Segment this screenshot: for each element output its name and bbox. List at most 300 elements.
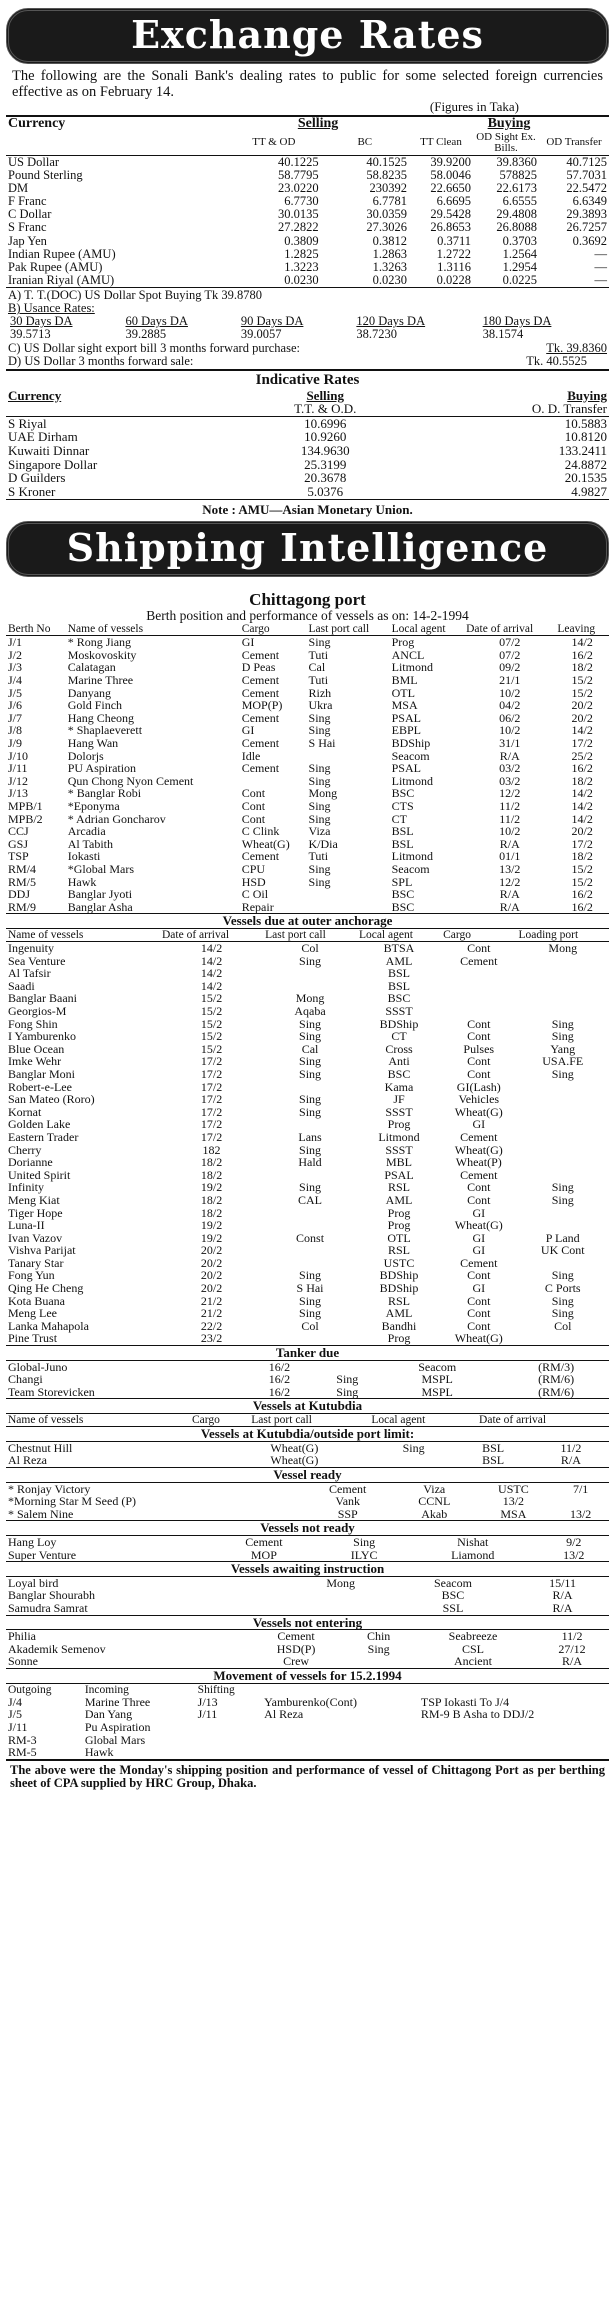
not-entering-row-cell: 27/12 <box>558 1641 586 1656</box>
outer-row-cell: Prog <box>387 1117 411 1132</box>
outer-row-cell: Cement <box>460 1129 498 1144</box>
exchange-row-cell: 6.6555 <box>502 194 537 209</box>
outer-row-cell: BDShip <box>379 1281 419 1296</box>
outer-row-cell <box>516 1106 609 1119</box>
outer-row-cell: UK Cont <box>540 1243 585 1258</box>
not-ready-row <box>6 1549 609 1562</box>
outer-row-cell: Banglar Moni <box>8 1066 75 1081</box>
outer-row-cell: GI <box>472 1205 486 1220</box>
berth-row-cell: J/7 <box>8 710 23 725</box>
exchange-row-cell: 23.0220 <box>277 181 319 196</box>
outer-row-cell: BDShip <box>379 1268 419 1283</box>
indicative-row-cell: 4.9827 <box>571 484 607 500</box>
port-title: Chittagong port <box>249 590 366 610</box>
outer-row-cell: 20/2 <box>200 1255 223 1270</box>
ready-row <box>6 1495 609 1508</box>
forward-sale-value: Tk. 40.5525 <box>526 353 587 368</box>
exchange-row-cell: 29.5428 <box>430 207 471 222</box>
exchange-row-cell: 1.3263 <box>372 259 407 274</box>
outside-row-cell: BSL <box>482 1453 505 1468</box>
berth-row-cell: 16/2 <box>571 647 593 662</box>
outer-header-cell: Loading port <box>518 928 579 941</box>
outer-row <box>6 1131 609 1144</box>
outer-row-cell: Sea Venture <box>8 953 66 968</box>
outer-row-cell <box>441 980 516 993</box>
berth-row-cell: PSAL <box>391 761 421 776</box>
berth-row-cell: 20/2 <box>571 824 593 839</box>
outer-row-cell: Kama <box>384 1079 414 1094</box>
exchange-row-cell: 6.6695 <box>436 194 471 209</box>
exchange-table <box>6 115 609 287</box>
berth-row-cell: Sing <box>308 874 331 889</box>
berth-row-cell: 15/2 <box>571 861 593 876</box>
outer-row-cell: JF <box>393 1092 405 1107</box>
berth-row-cell: 17/2 <box>571 736 593 751</box>
outer-row-cell: Al Tafsir <box>8 966 51 981</box>
tanker-row-cell: (RM/6) <box>538 1384 575 1399</box>
movement-row-cell <box>262 1721 419 1734</box>
outer-row-cell: Cont <box>467 1306 491 1321</box>
indicative-row-cell: S Riyal <box>8 415 47 431</box>
outer-row-cell: 21/2 <box>200 1293 223 1308</box>
exchange-row-cell: US Dollar <box>8 154 60 169</box>
outer-row-cell: Col <box>301 1318 319 1333</box>
outer-row-cell: United Spirit <box>8 1167 71 1182</box>
berth-row-cell: Mong <box>308 786 338 801</box>
berth-row-cell: Cement <box>241 761 280 776</box>
movement-row-cell: Pu Aspiration <box>84 1719 151 1734</box>
movement-row-cell: Yamburenko(Cont) <box>264 1694 357 1709</box>
berth-row-cell: 11/2 <box>499 798 521 813</box>
tanker-row-cell: Seacom <box>418 1359 457 1374</box>
od-transfer-header: OD Transfer <box>546 136 602 149</box>
ready-row-cell: 7/1 <box>572 1481 589 1496</box>
outer-row-cell: SSST <box>385 1004 413 1018</box>
berth-row-cell: 09/2 <box>499 660 521 675</box>
berth-row-cell: BML <box>391 673 418 688</box>
outer-row <box>6 1244 609 1257</box>
usance-value-cell: 39.5713 <box>10 327 51 342</box>
outside-table <box>6 1442 609 1467</box>
berth-row-cell: 17/2 <box>571 836 593 851</box>
outer-row-cell: BSC <box>387 1066 411 1081</box>
outer-row-cell: 18/2 <box>200 1205 223 1220</box>
outer-row-cell: GI <box>472 1117 486 1132</box>
berth-row-cell: MOP(P) <box>241 698 283 713</box>
tanker-row-cell: Changi <box>8 1372 43 1387</box>
outer-row-cell: Fong Shin <box>8 1016 58 1031</box>
outer-row-cell: Cement <box>460 1255 498 1270</box>
berth-row-cell: Seacom <box>391 861 430 876</box>
berth-row-cell: * Banglar Robi <box>67 786 142 801</box>
exchange-row-cell: Pak Rupee (AMU) <box>8 259 103 274</box>
not-ready-row-cell: 13/2 <box>563 1547 585 1562</box>
sight-export-label: C) US Dollar sight export bill 3 months forward purchase: <box>8 340 300 355</box>
outer-row-cell <box>441 992 516 1005</box>
berth-row <box>6 888 609 901</box>
outer-row-cell: Golden Lake <box>8 1117 71 1132</box>
berth-row-cell: Sing <box>308 710 331 725</box>
not-entering-row-cell: Cement <box>277 1629 315 1644</box>
berth-row <box>6 800 609 813</box>
movement-header-cell: Incoming <box>84 1683 129 1696</box>
exchange-row-cell: 26.8088 <box>496 220 537 235</box>
berth-row-cell: S Hai <box>308 736 336 751</box>
berth-row <box>6 636 609 649</box>
outer-row-cell: Vehicles <box>458 1092 500 1107</box>
berth-row-cell: Cont <box>241 798 266 813</box>
shipping-banner: Shipping Intelligence <box>6 521 609 577</box>
exchange-row-cell: 58.7795 <box>277 167 319 182</box>
outer-row-cell: Sing <box>299 953 322 968</box>
outer-row <box>6 1068 609 1081</box>
berth-row-cell: ANCL <box>391 647 425 662</box>
outer-row <box>6 1005 609 1018</box>
outer-row-cell: BSC <box>387 991 411 1006</box>
exchange-row-cell: 0.0228 <box>436 272 471 287</box>
outer-row-cell <box>516 1005 609 1018</box>
outer-header-cell: Cargo <box>443 928 471 941</box>
outer-row-cell: Cont <box>467 1192 491 1207</box>
outer-row <box>6 1093 609 1106</box>
outer-row-cell: Cement <box>460 953 498 968</box>
movement-header <box>6 1684 609 1696</box>
exchange-row <box>6 235 609 248</box>
movement-row-cell <box>419 1734 609 1747</box>
berth-row-cell: Sing <box>308 861 331 876</box>
kutubdia-header-cell: Date of arrival <box>479 1414 547 1427</box>
berth-row-cell: GI <box>241 723 255 738</box>
outer-row-cell: SSST <box>385 1142 413 1157</box>
exchange-row-cell: Iranian Riyal (AMU) <box>8 272 115 287</box>
port-subtitle: Berth position and performance of vessels as on: 14-2-1994 <box>146 608 469 624</box>
berth-row-cell: Cont <box>241 811 266 826</box>
not-ready-row-cell: Nishat <box>457 1535 489 1550</box>
movement-row-cell <box>196 1746 263 1759</box>
not-ready-row-cell: ILYC <box>350 1547 378 1562</box>
outer-row <box>6 1282 609 1295</box>
outer-header-cell: Date of arrival <box>162 928 230 941</box>
outer-row-cell <box>263 1219 357 1232</box>
outer-row-cell: Cement <box>460 1167 498 1182</box>
awaiting-row <box>6 1589 609 1602</box>
berth-row-cell: Cement <box>241 710 280 725</box>
movement-row-cell: Dan Yang <box>84 1707 133 1722</box>
outer-row-cell: Sing <box>551 1180 574 1195</box>
ready-row-cell: CCNL <box>418 1494 451 1509</box>
outer-row-cell: Georgios-M <box>8 1004 67 1018</box>
outer-row-cell: 15/2 <box>200 1016 223 1031</box>
tanker-row <box>6 1386 609 1399</box>
berth-header-cell: Cargo <box>241 623 270 636</box>
exchange-row-cell: 26.7257 <box>566 220 607 235</box>
exchange-row-cell: 30.0135 <box>277 207 319 222</box>
sight-export-value: Tk. 39.8360 <box>546 340 607 355</box>
exchange-row-cell: — <box>594 272 607 287</box>
berth-row-cell: Idle <box>241 748 261 763</box>
movement-row-cell: Global Mars <box>84 1732 146 1747</box>
awaiting-row-cell: Loyal bird <box>8 1575 59 1590</box>
indicative-row-cell: Singapore Dollar <box>8 456 98 472</box>
outer-row-cell: Cont <box>467 1029 491 1044</box>
not-ready-row-cell: Liamond <box>451 1547 495 1562</box>
outer-row-cell: 18/2 <box>200 1167 223 1182</box>
berth-row-cell: 13/2 <box>499 861 521 876</box>
indicative-row <box>6 444 609 458</box>
tanker-due-title: Tanker due <box>6 1345 609 1361</box>
outer-row-cell: 14/2 <box>200 941 223 956</box>
kutubdia-header-cell: Local agent <box>371 1414 426 1427</box>
not-entering-row <box>6 1655 609 1668</box>
outer-row-cell: RSL <box>388 1293 411 1308</box>
movement-row-cell: J/11 <box>197 1707 218 1722</box>
exchange-intro: The following are the Sonali Bank's dealing rates to public for some selected foreign currencies effective as on February 14. <box>12 67 603 101</box>
exchange-row-cell: Pound Sterling <box>8 167 83 182</box>
berth-row-cell: CTS <box>391 798 414 813</box>
outer-row-cell: Wheat(G) <box>454 1104 503 1119</box>
not-entering-row-cell: Akademik Semenov <box>8 1641 106 1656</box>
usance-label-cell: 30 Days DA <box>10 314 73 329</box>
ready-row-cell <box>552 1495 609 1508</box>
berth-row-cell: 15/2 <box>571 874 593 889</box>
outer-row-cell: Eastern Trader <box>8 1129 79 1144</box>
movement-row <box>6 1746 609 1759</box>
outer-row-cell: San Mateo (Roro) <box>8 1092 95 1107</box>
awaiting-row-cell <box>292 1602 390 1615</box>
berth-row-cell: R/A <box>499 899 520 914</box>
outer-row-cell: 19/2 <box>200 1218 223 1233</box>
outer-row-cell: GI <box>472 1281 486 1296</box>
movement-row-cell: J/11 <box>8 1719 28 1734</box>
extra-rates <box>6 287 609 369</box>
berth-row-cell: RM/4 <box>8 861 37 876</box>
berth-row-cell: J/12 <box>8 773 29 788</box>
awaiting-row-cell <box>280 1602 292 1615</box>
exchange-row-cell: F Franc <box>8 194 47 209</box>
outer-row-cell: 15/2 <box>200 1041 223 1056</box>
outer-anchorage-table <box>6 929 609 1345</box>
outer-row-cell: 15/2 <box>200 1004 223 1018</box>
kutubdia-table <box>6 1414 609 1426</box>
outer-row-cell: Wheat(G) <box>454 1331 503 1346</box>
exchange-row-cell: 27.2822 <box>277 220 319 235</box>
indicative-row-cell: 134.9630 <box>300 443 350 459</box>
not-entering-row-cell <box>346 1655 410 1668</box>
indicative-row <box>6 458 609 472</box>
berth-row-cell: MPB/2 <box>8 811 43 826</box>
berth-row-cell: BDShip <box>391 736 431 751</box>
outer-row-cell <box>516 1144 609 1157</box>
berth-row-cell: MPB/1 <box>8 798 43 813</box>
berth-row-cell: J/4 <box>8 673 23 688</box>
exchange-row-cell: 57.7031 <box>566 167 607 182</box>
outer-row <box>6 1232 609 1245</box>
berth-row-cell: Viza <box>308 824 331 839</box>
outer-row-cell: 15/2 <box>200 1029 223 1044</box>
outer-anchorage-title: Vessels due at outer anchorage <box>6 913 609 929</box>
outer-row-cell: Bandhi <box>381 1318 417 1333</box>
outer-row-cell <box>516 1131 609 1144</box>
buying-header: Buying <box>487 116 531 131</box>
outer-row <box>6 955 609 968</box>
usance-label-cell: 180 Days DA <box>482 314 552 329</box>
not-entering-row-cell: R/A <box>562 1654 583 1669</box>
movement-row-cell: J/13 <box>197 1694 218 1709</box>
outer-row-cell <box>516 1207 609 1220</box>
outer-row-cell: Hald <box>298 1155 322 1170</box>
exchange-row-cell: 58.8235 <box>366 167 407 182</box>
berth-row <box>6 699 609 712</box>
outer-row <box>6 1320 609 1333</box>
exchange-row <box>6 248 609 261</box>
berth-row-cell: Cement <box>241 685 280 700</box>
outer-row-cell: Col <box>301 941 319 956</box>
outer-row-cell: 17/2 <box>200 1066 223 1081</box>
exchange-row-cell: 578825 <box>499 167 537 182</box>
outer-row-cell: BDShip <box>379 1016 419 1031</box>
tanker-table <box>6 1361 609 1399</box>
exchange-row-cell: 26.8653 <box>430 220 471 235</box>
berth-row-cell: Iokasti <box>67 849 101 864</box>
outer-row-cell: Lans <box>298 1129 322 1144</box>
berth-header <box>6 623 609 636</box>
outer-row-cell <box>516 1093 609 1106</box>
berth-row-cell: 20/2 <box>571 710 593 725</box>
not-ready-title: Vessels not ready <box>6 1520 609 1536</box>
movement-row-cell <box>419 1746 609 1759</box>
indicative-row-cell: 5.0376 <box>307 484 344 500</box>
outer-row-cell: 17/2 <box>200 1129 223 1144</box>
ready-row <box>6 1508 609 1521</box>
not-ready-row-cell: MOP <box>250 1547 277 1562</box>
exchange-row-cell: 6.7781 <box>372 194 407 209</box>
outer-row-cell: BSL <box>388 978 411 993</box>
outer-row-cell <box>516 1081 609 1094</box>
tanker-row-cell <box>493 1386 504 1399</box>
berth-row-cell: 04/2 <box>499 698 521 713</box>
not-entering-row-cell: Seabreeze <box>448 1629 498 1644</box>
berth-row-cell: PSAL <box>391 710 421 725</box>
tanker-row-cell: (RM/6) <box>538 1372 575 1387</box>
berth-row <box>6 825 609 838</box>
exchange-row-cell: 0.3711 <box>437 233 471 248</box>
outer-row-cell: 20/2 <box>200 1268 223 1283</box>
outer-row-cell: Cal <box>301 1041 319 1056</box>
berth-row-cell: Danyang <box>67 685 112 700</box>
indicative-row-cell: S Kroner <box>8 484 56 500</box>
berth-row-cell: J/8 <box>8 723 23 738</box>
outer-row-cell: Meng Lee <box>8 1306 57 1321</box>
indicative-row-cell: D Guilders <box>8 470 66 486</box>
berth-row-cell: Calatagan <box>67 660 116 675</box>
exchange-row-cell: 1.2564 <box>502 246 537 261</box>
berth-row-cell: 20/2 <box>571 698 593 713</box>
outside-row-cell: Al Reza <box>8 1453 47 1468</box>
ready-row-cell: Cement <box>329 1481 367 1496</box>
exchange-row-cell: 29.3893 <box>566 207 607 222</box>
exchange-row-cell: 1.2863 <box>372 246 407 261</box>
berth-row-cell: 16/2 <box>571 761 593 776</box>
exchange-row-cell: 0.3703 <box>502 233 537 248</box>
berth-row-cell: Moskovoskity <box>67 647 137 662</box>
ready-row-cell: 13/2 <box>502 1494 525 1509</box>
berth-row-cell: Dolorjs <box>67 748 104 763</box>
outer-row <box>6 1156 609 1169</box>
exchange-row-cell: — <box>594 259 607 274</box>
berth-row-cell: 31/1 <box>499 736 521 751</box>
outer-row-cell: 21/2 <box>200 1306 223 1321</box>
outer-row-cell: 18/2 <box>200 1155 223 1170</box>
outer-header-cell: Name of vessels <box>8 928 84 941</box>
outer-row-cell: Sing <box>551 1306 574 1321</box>
berth-row-cell: Litmond <box>391 849 433 864</box>
berth-row-cell: BSL <box>391 824 414 839</box>
berth-row <box>6 901 609 914</box>
outer-row-cell: Dorianne <box>8 1155 53 1170</box>
outer-row-cell: Sing <box>551 1066 574 1081</box>
movement-row-cell: J/4 <box>8 1694 23 1709</box>
berth-row-cell: Cement <box>241 673 280 688</box>
outside-row-cell: Wheat(G) <box>270 1440 319 1455</box>
berth-row-cell: 03/2 <box>499 773 521 788</box>
outside-row <box>6 1454 609 1467</box>
amu-note: Note : AMU—Asian Monetary Union. <box>6 499 609 520</box>
sight-export-line <box>8 342 607 355</box>
outer-row-cell <box>441 967 516 980</box>
berth-row-cell: 12/2 <box>499 786 521 801</box>
outer-row-cell: Sing <box>551 1268 574 1283</box>
outer-row-cell: Lanka Mahapola <box>8 1318 89 1333</box>
awaiting-table <box>6 1577 609 1615</box>
outer-row-cell: 20/2 <box>200 1243 223 1258</box>
outside-limit-title: Vessels at Kutubdia/outside port limit: <box>6 1426 609 1442</box>
exchange-row-cell: 39.8360 <box>496 154 537 169</box>
exchange-row-cell: — <box>594 246 607 261</box>
currency-header: Currency <box>8 116 66 131</box>
movement-table <box>6 1684 609 1759</box>
berth-row-cell: R/A <box>499 836 520 851</box>
berth-row <box>6 674 609 687</box>
berth-row-cell: R/A <box>499 887 520 902</box>
outer-row-cell: Prog <box>387 1218 411 1233</box>
berth-row-cell: PU Aspiration <box>67 761 137 776</box>
berth-row-cell: CCJ <box>8 824 29 839</box>
outer-row-cell: Fong Yun <box>8 1268 55 1283</box>
movement-row-cell: TSP Iokasti To J/4 <box>420 1694 510 1709</box>
outside-row-cell: 11/2 <box>560 1440 582 1455</box>
awaiting-row-cell: BSC <box>441 1588 465 1603</box>
tanker-row-cell: Sing <box>336 1372 359 1387</box>
berth-row-cell: Rizh <box>308 685 332 700</box>
berth-row-cell: Al Tabith <box>67 836 113 851</box>
tanker-row-cell: Sing <box>336 1384 359 1399</box>
ready-table <box>6 1483 609 1521</box>
selling-header: Selling <box>297 116 339 131</box>
not-entering-row-cell: Ancient <box>453 1654 492 1669</box>
berth-row-cell: 14/2 <box>571 811 593 826</box>
movement-row-cell: Al Reza <box>264 1707 304 1722</box>
berth-row-cell: Qun Chong Nyon Cement <box>67 773 194 788</box>
awaiting-row <box>6 1602 609 1615</box>
kutubdia-title: Vessels at Kutubdia <box>6 1398 609 1414</box>
indicative-row-cell: 10.9260 <box>304 429 347 445</box>
berth-row-cell: 15/2 <box>571 685 593 700</box>
berth-row-cell: BSC <box>391 899 415 914</box>
berth-row-cell: Litmond <box>391 660 433 675</box>
usance-value-cell: 38.7230 <box>356 327 397 342</box>
outer-row-cell: Sing <box>551 1029 574 1044</box>
outer-row-cell <box>516 955 609 968</box>
